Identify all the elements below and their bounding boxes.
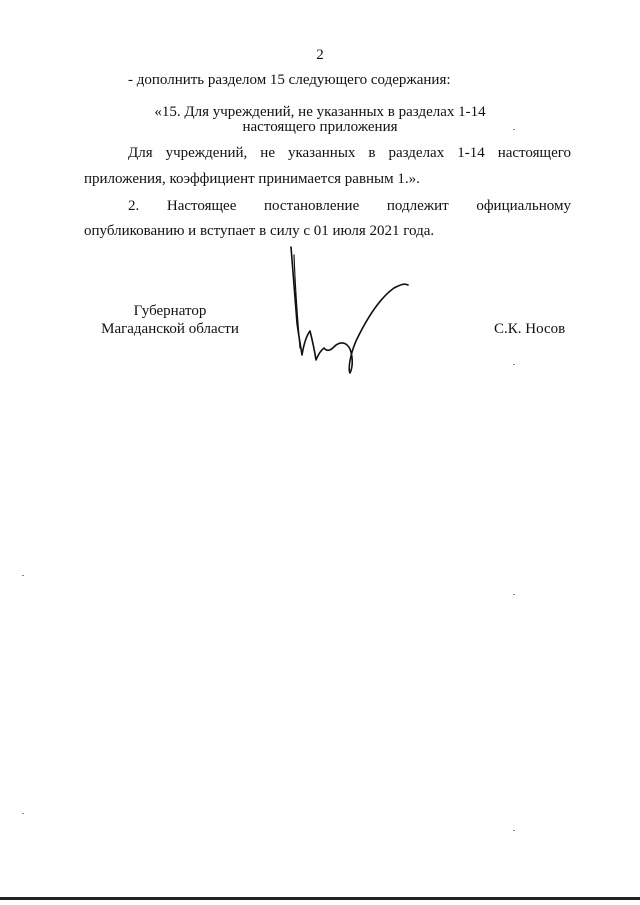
clause-2-line1: 2. Настоящее постановление подлежит официальному (128, 198, 571, 214)
scan-speck (513, 364, 515, 365)
section-body-line1: Для учреждений, не указанных в разделах 1-14 настоящего (128, 145, 571, 161)
clause-2-line2: опубликованию и вступает в силу с 01 июля 2021 года. (84, 223, 435, 239)
signatory-title-line1: Губернатор (133, 303, 207, 319)
section-heading-line1: «15. Для учреждений, не указанных в разделах 1-14 (154, 104, 486, 120)
amendment-line: - дополнить разделом 15 следующего содержания: (128, 72, 451, 88)
scan-speck (513, 129, 515, 130)
scan-speck (22, 575, 24, 576)
handwritten-signature (282, 243, 417, 383)
signatory-name: С.К. Носов (494, 321, 566, 337)
bottom-edge-line (0, 897, 640, 900)
page-number: 2 (316, 47, 324, 63)
scan-speck (513, 594, 515, 595)
signatory-title-line2: Магаданской области (101, 321, 239, 337)
scan-speck (513, 830, 515, 831)
signatory-title (95, 302, 245, 338)
scan-speck (22, 813, 24, 814)
section-body-line2: приложения, коэффициент принимается равным 1.». (84, 171, 420, 187)
section-heading-line2: настоящего приложения (242, 119, 398, 135)
